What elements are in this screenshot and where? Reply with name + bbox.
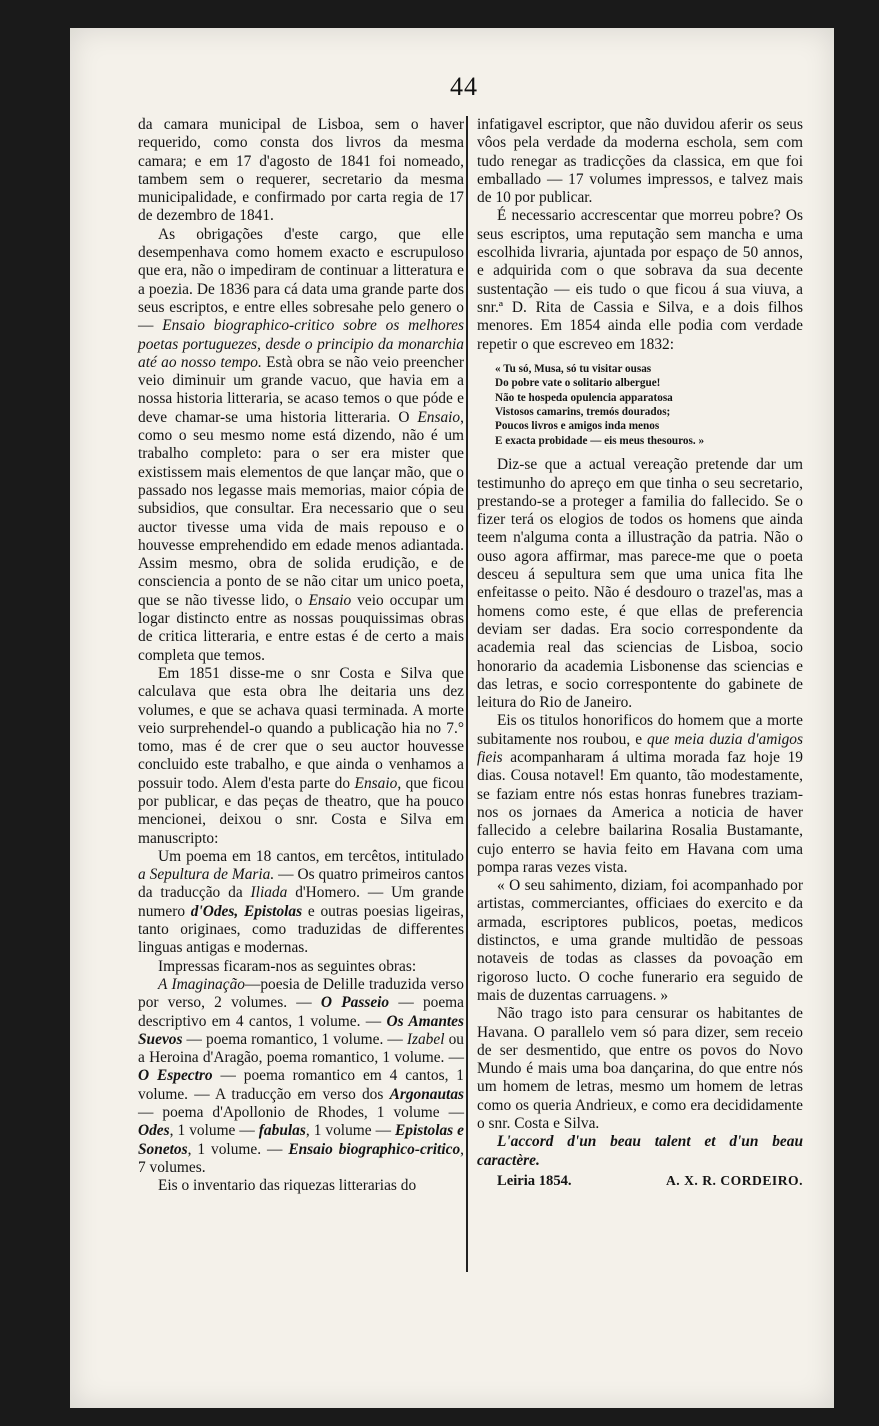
left-column [138,116,464,1196]
book-title: Os Amantes Suevos [138,1012,464,1048]
book-title: fabulas [258,1122,306,1140]
poem-quote [495,362,803,448]
page-number: 44 [450,72,478,101]
text-span: , 1 volume — [169,1122,259,1140]
text-span: d'Homero. — Um grande numero [138,884,464,920]
text-span: Em 1851 disse-me o snr Costa e Silva que calculava que esta obra lhe deitaria uns dez volumes, e que se achava quasi terminada. A morte veio surprehendel-o quando a publicação hia no 7.° tomo, mas é de crer que o seu auctor houvesse concluido este trabalho, e que ainda o venhamos a possuir todo. Alem d'esta parte do [138,664,464,792]
poem-line: « Tu só, Musa, só tu visitar ousas [495,362,652,375]
book-title: Ensaio [308,591,352,609]
paragraph: Diz-se que a actual vereação pretende dar um testimunho do apreço em que tinha o seu secretario, prestando-se a proteger a familia do fallecido. Se o fizer terá os elogios de todos os homens que ainda teem n'alguma conta a illustração da patria. Não o ouso agora affirmar, mas parece-me que o poeta desceu á sepultura sem que uma unica fita lhe enfeitasse o peito. Não é desdouro o trazel'as, mas a homens como este, é que ellas de preferencia deviam ser dadas. Era socio correspondente da academia real das sciencias de Lisboa, socio honorario da academia Lisbonense das sciencias e das letras, e socio correspontente do gabinete de leitura do Rio de Janeiro. [477,456,803,712]
paragraph [138,665,464,848]
text-span: —poesia de Delille traduzida verso por verso, 2 volumes. — [138,975,464,1012]
text-span: e outras poesias ligeiras, tanto originaes, como traduzidas de differentes linguas antigas e modernas. [138,902,464,957]
paragraph [138,848,464,958]
paragraph [138,226,464,665]
paragraph: Impressas ficaram-nos as seguintes obras: [158,957,417,975]
paragraph [477,712,803,877]
text-span: Està obra se não veio preencher veio diminuir um grande vacuo, que havia em a nossa historia litteraria, se acaso temos o que póde e deve chamar-se uma historia litteraria. O [138,353,464,426]
book-title: Iliada [250,884,288,902]
paragraph: infatigavel escriptor, que não duvidou aferir os seus vôos pela verdade da moderna eschola, sem com tudo renegar as tradicções da classica, em que foi emballado — 17 volumes impressos, e talvez mais de 10 por publicar. [477,116,803,207]
column-divider [466,116,468,1272]
text-span: , 1 volume. — [187,1140,289,1158]
book-title: Epistolas e Sonetos [138,1122,465,1158]
signature-line [477,1172,803,1190]
poem-line: Vistosos camarins, tremós dourados; [495,406,671,419]
text-span: , que ficou por publicar, e das peças de theatro, que ha pouco mencionei, deixou o snr. Costa e Silva em manuscripto: [138,774,464,847]
paragraph [138,976,464,1177]
poem-line: Poucos livros e amigos inda menos [495,420,660,433]
text-span: , 7 volumes. [138,1140,464,1176]
paragraph: da camara municipal de Lisboa, sem o haver requerido, como consta dos livros da mesma camara; e em 17 d'agosto de 1841 foi nomeado, tambem sem o requerer, secretario da mesma municipalidade, e confirmado por carta regia de 17 de dezembro de 1841. [138,116,464,225]
text-span: acompanharam á ultima morada faz hoje 19 dias. Cousa notavel! Em quanto, tão modestamente, se faziam entre nós estas honras funebres traziam-nos os jornaes da America a noticia de haver fallecido a celebre bailarina Rosalia Bustamante, cujo enterro se havia feito em Havana com uma pompa raras vezes vista. [477,749,803,876]
paragraph: Não trago isto para censurar os habitantes de Havana. O parallelo vem só para dizer, sem receio de ser desmentido, que entre os povos do Novo Mundo é mais uma boa dançarina, do que entre nós um homem de letras, mesmo um homem de letras como os queria Andrieux, e como era decididamente o snr. Costa e Silva. [477,1005,803,1132]
text-span: — poema romantico em 4 cantos, 1 volume. — A traducção em verso dos [138,1067,464,1103]
text-span: — poema d'Apollonio de Rhodes, 1 volume — [138,1104,464,1122]
book-title: d'Odes, Epistolas [190,902,303,920]
poem-line: Não te hospeda opulencia apparatosa [495,391,673,404]
book-title: O Passeio [320,994,390,1012]
paragraph: « O seu sahimento, diziam, foi acompanhado por artistas, commerciantes, officiaes do exercito e da armada, escriptores publicos, poetas, medicos distinctos, e uma grande multidão de pessoas notaveis de todas as classes da povoação em rigoroso lucto. O coche funerario era seguido de mais de duzentas carruagens. » [477,877,803,1004]
book-title: Ensaio biographico-critico [288,1140,461,1158]
book-title: A Imaginação [158,975,245,993]
right-column [477,116,803,1190]
book-title: a Sepultura de Maria. [138,866,275,884]
text-span: Eis os titulos honorificos do homem que a morte subitamente nos roubou, e [477,712,803,748]
paragraph: Eis o inventario das riquezas litterarias do [158,1177,417,1195]
text-span: — Os quatro primeiros cantos da traducção da [138,866,464,902]
text-span: , como o seu mesmo nome está dizendo, não é um trabalho completo: para o ser era mister que existissem mais elementos de que lançar mão, que o passado nos legasse mais memorias, maior cópia de subsidios, que consultar. Era necessario que o seu auctor tivesse uma vida de mais repouso e o houvesse emprehendido em edade menos adiantada. Assim mesmo, obra de solida erudição, e de consciencia a ponto de se não citar um unico poeta, que se não tivesse lido, o [138,408,464,609]
signature-place-date: Leiria 1854. [497,1172,572,1189]
book-title: O Espectro [138,1067,213,1085]
signature-author: A. X. R. CORDEIRO. [665,1172,803,1188]
text-span: , 1 volume — [305,1122,395,1140]
text-span: — poema romantico, 1 volume. — [182,1030,407,1048]
text-span: Um poema em 18 cantos, em tercêtos, intitulado [158,847,464,865]
poem-line: E exacta probidade — eis meus thesouros. » [495,434,705,447]
text-span: — poema descriptivo em 4 cantos, 1 volume. — [138,994,464,1030]
book-title: Argonautas [389,1085,464,1103]
text-span: As obrigações d'este cargo, que elle desempenhava como homem exacto e escrupuloso que era, não o impediram de continuar a litteratura e a poezia. De 1836 para cá data uma grande parte dos seus escriptos, e entre elles sobresahe pelo genero o — [138,225,464,335]
italic-phrase: que meia duzia d'amigos fieis [477,730,803,767]
paragraph: É necessario accrescentar que morreu pobre? Os seus escriptos, uma reputação sem mancha e uma escolhida livraria, ajuntada por espaço de 50 annos, e adquirida com o que sobrava da sua decente sustentação — eis tudo o que ficou á sua viuva, a snr.ª D. Rita de Cassia e Silva, e a dois filhos menores. Em 1854 ainda elle podia com verdade repetir o que escreveo em 1832: [477,207,803,353]
book-title: Odes [138,1122,170,1140]
text-span: ou a Heroina d'Aragão, poema romantico, 1 volume. — [138,1030,464,1067]
text-span: veio occupar um logar distincto entre as nossas pouquissimas obras de critica litteraria, e entre estas é de certo a mais completa que temos. [138,591,464,664]
poem-line: Do pobre vate o solitario albergue! [495,377,661,390]
book-title: Ensaio [417,408,461,426]
book-title: Ensaio [354,774,398,792]
book-title: Ensaio biographico-critico sobre os melhores poetas portuguezes, desde o principio da monarchia até ao nosso tempo. [138,317,464,371]
closing-quote: L'accord d'un beau talent et d'un beau caractère. [477,1133,803,1169]
book-title: Izabel [406,1030,445,1048]
